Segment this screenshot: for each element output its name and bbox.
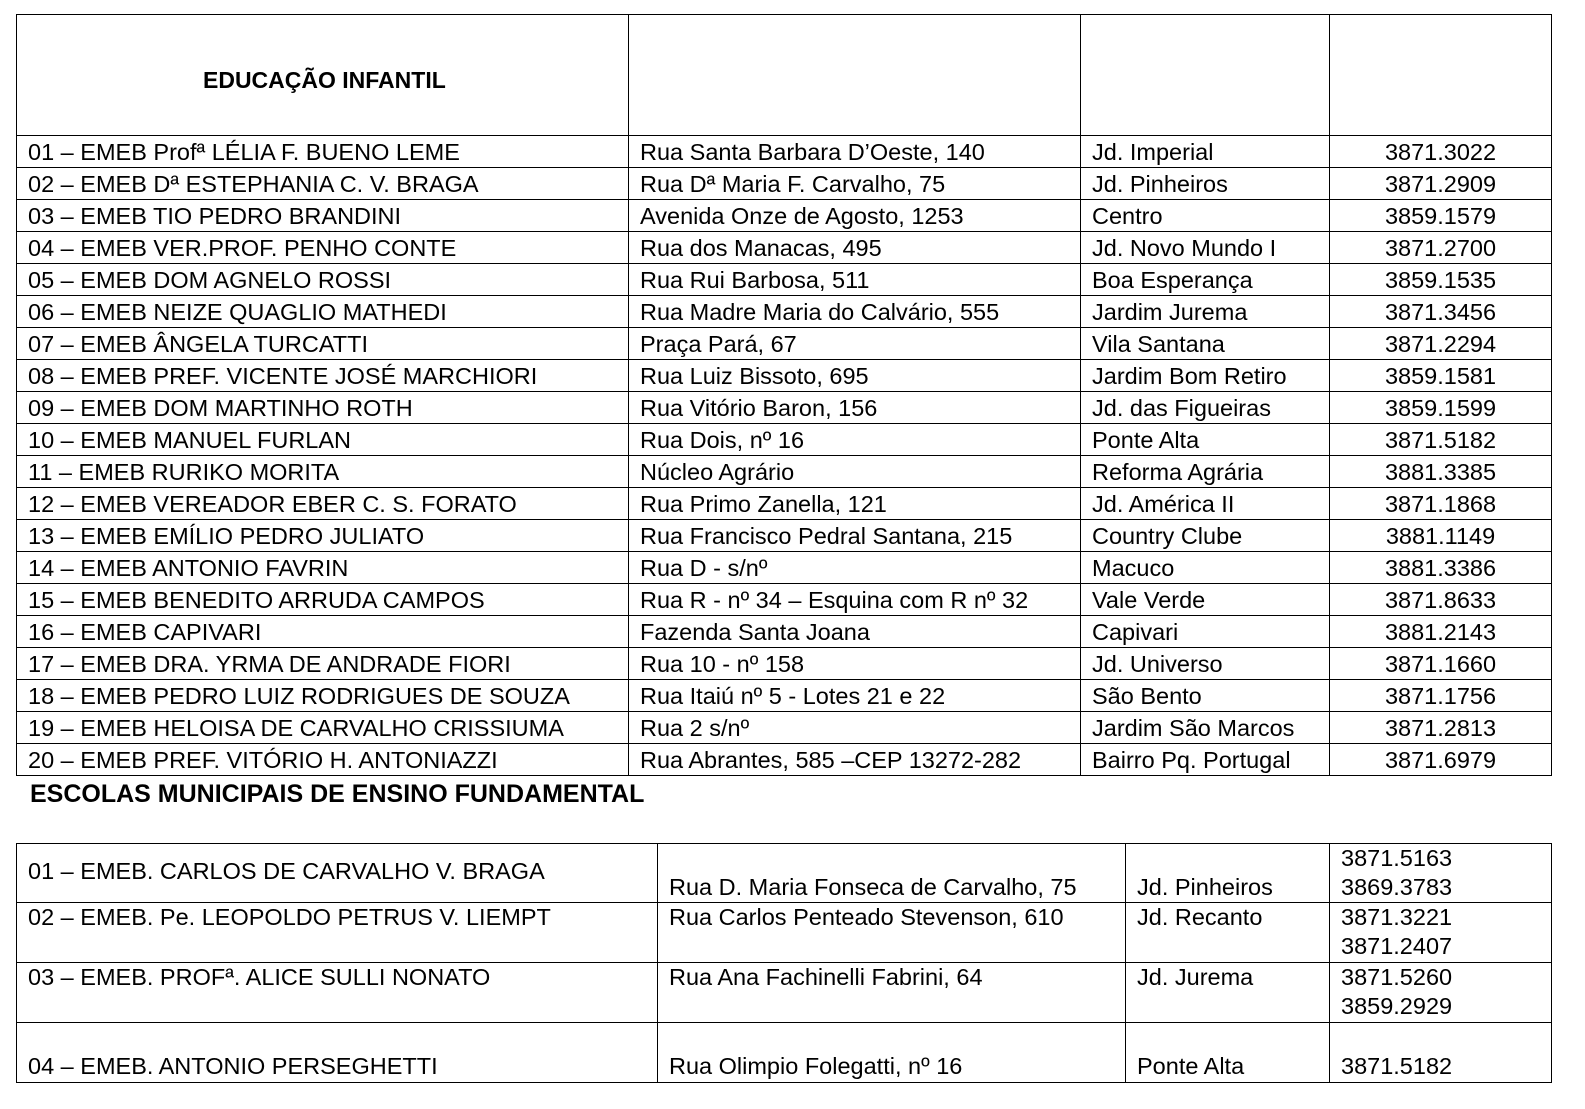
school-address-cell: Rua D. Maria Fonseca de Carvalho, 75 — [658, 844, 1126, 903]
school-phone-cell — [1330, 844, 1552, 903]
school-district-cell: Ponte Alta — [1081, 424, 1330, 456]
school-name-cell: 04 – EMEB VER.PROF. PENHO CONTE — [17, 232, 629, 264]
school-phone-cell — [1330, 963, 1552, 1023]
school-phone-cell: 3871.1868 — [1330, 488, 1552, 520]
school-district-cell: Vila Santana — [1081, 328, 1330, 360]
school-name-cell: 11 – EMEB RURIKO MORITA — [17, 456, 629, 488]
school-name-cell: 18 – EMEB PEDRO LUIZ RODRIGUES DE SOUZA — [17, 680, 629, 712]
school-phone-cell: 3881.3385 — [1330, 456, 1552, 488]
school-address-cell: Rua Itaiú nº 5 - Lotes 21 e 22 — [629, 680, 1081, 712]
school-district-cell: Jd. Pinheiros — [1081, 168, 1330, 200]
school-name-cell: 01 – EMEB. CARLOS DE CARVALHO V. BRAGA — [17, 844, 658, 903]
table-row — [17, 584, 1552, 616]
school-district-cell: Jardim Jurema — [1081, 296, 1330, 328]
school-district-cell: Jd. Universo — [1081, 648, 1330, 680]
table-row — [17, 903, 1552, 963]
school-address-cell: Rua Madre Maria do Calvário, 555 — [629, 296, 1081, 328]
school-district-cell: Jardim Bom Retiro — [1081, 360, 1330, 392]
school-name-cell: 02 – EMEB Dª ESTEPHANIA C. V. BRAGA — [17, 168, 629, 200]
school-name-cell: 17 – EMEB DRA. YRMA DE ANDRADE FIORI — [17, 648, 629, 680]
school-address-cell: Fazenda Santa Joana — [629, 616, 1081, 648]
school-phone-cell: 3871.2813 — [1330, 712, 1552, 744]
school-name-cell: 03 – EMEB. PROFª. ALICE SULLI NONATO — [17, 963, 658, 1023]
school-address-cell: Rua Rui Barbosa, 511 — [629, 264, 1081, 296]
school-district-cell: Jardim São Marcos — [1081, 712, 1330, 744]
school-phone-cell: 3881.3386 — [1330, 552, 1552, 584]
table-row — [17, 360, 1552, 392]
phone-number: 3871.5163 — [1341, 845, 1453, 871]
table-row — [17, 456, 1552, 488]
school-district-cell: Centro — [1081, 200, 1330, 232]
table-row — [17, 264, 1552, 296]
school-phone-cell: 3859.1581 — [1330, 360, 1552, 392]
table-row — [17, 744, 1552, 776]
table-row — [17, 168, 1552, 200]
school-name-cell: 16 – EMEB CAPIVARI — [17, 616, 629, 648]
school-district-cell: Vale Verde — [1081, 584, 1330, 616]
table-row — [17, 392, 1552, 424]
table-row — [17, 232, 1552, 264]
school-address-cell: Rua D - s/nº — [629, 552, 1081, 584]
educacao-infantil-table — [16, 14, 1552, 776]
school-phone-cell: 3859.1599 — [1330, 392, 1552, 424]
school-district-cell: Jd. Pinheiros — [1126, 844, 1330, 903]
school-name-cell: 09 – EMEB DOM MARTINHO ROTH — [17, 392, 629, 424]
school-district-cell: Reforma Agrária — [1081, 456, 1330, 488]
school-name-cell: 06 – EMEB NEIZE QUAGLIO MATHEDI — [17, 296, 629, 328]
school-district-cell: Jd. Jurema — [1126, 963, 1330, 1023]
school-district-cell: Macuco — [1081, 552, 1330, 584]
school-name-cell: 01 – EMEB Profª LÉLIA F. BUENO LEME — [17, 136, 629, 168]
educacao-infantil-body — [17, 15, 1552, 776]
school-name-cell: 04 – EMEB. ANTONIO PERSEGHETTI — [17, 1023, 658, 1083]
school-address-cell: Rua dos Manacas, 495 — [629, 232, 1081, 264]
school-phone-cell: 3859.1535 — [1330, 264, 1552, 296]
school-name-cell: 14 – EMEB ANTONIO FAVRIN — [17, 552, 629, 584]
school-name-cell: 19 – EMEB HELOISA DE CARVALHO CRISSIUMA — [17, 712, 629, 744]
school-district-cell: Jd. das Figueiras — [1081, 392, 1330, 424]
header-empty-cell — [1081, 15, 1330, 136]
phone-number: 3871.5260 — [1341, 964, 1453, 990]
school-address-cell: Rua Dois, nº 16 — [629, 424, 1081, 456]
school-address-cell: Rua 2 s/nº — [629, 712, 1081, 744]
phone-number: 3871.2407 — [1341, 932, 1453, 959]
educacao-infantil-title: EDUCAÇÃO INFANTIL — [203, 66, 446, 93]
school-address-cell: Rua Carlos Penteado Stevenson, 610 — [658, 903, 1126, 963]
school-name-cell: 02 – EMEB. Pe. LEOPOLDO PETRUS V. LIEMPT — [17, 903, 658, 963]
table-row — [17, 200, 1552, 232]
school-name-cell: 08 – EMEB PREF. VICENTE JOSÉ MARCHIORI — [17, 360, 629, 392]
school-address-cell: Rua Dª Maria F. Carvalho, 75 — [629, 168, 1081, 200]
school-name-cell: 05 – EMEB DOM AGNELO ROSSI — [17, 264, 629, 296]
school-phone-cell: 3871.2294 — [1330, 328, 1552, 360]
table-row — [17, 844, 1552, 903]
school-district-cell: Capivari — [1081, 616, 1330, 648]
school-district-cell: Jd. Recanto — [1126, 903, 1330, 963]
school-address-cell: Rua Santa Barbara D’Oeste, 140 — [629, 136, 1081, 168]
school-address-cell: Rua R - nº 34 – Esquina com R nº 32 — [629, 584, 1081, 616]
table-row — [17, 328, 1552, 360]
school-phone-cell: 3871.1756 — [1330, 680, 1552, 712]
table-row — [17, 712, 1552, 744]
school-name-cell: 15 – EMEB BENEDITO ARRUDA CAMPOS — [17, 584, 629, 616]
table-row — [17, 1023, 1552, 1083]
educacao-infantil-title-cell — [17, 15, 629, 136]
school-address-cell: Rua Abrantes, 585 –CEP 13272-282 — [629, 744, 1081, 776]
school-phone-cell — [1330, 1023, 1552, 1083]
school-phone-cell: 3871.1660 — [1330, 648, 1552, 680]
school-address-cell: Núcleo Agrário — [629, 456, 1081, 488]
educacao-infantil-header-row — [17, 15, 1552, 136]
school-phone-cell: 3871.6979 — [1330, 744, 1552, 776]
school-phone-cell — [1330, 903, 1552, 963]
school-phone-cell: 3871.5182 — [1330, 424, 1552, 456]
phone-number: 3871.3221 — [1341, 904, 1453, 930]
school-district-cell: Jd. América II — [1081, 488, 1330, 520]
school-phone-cell: 3871.2909 — [1330, 168, 1552, 200]
header-empty-cell — [1330, 15, 1552, 136]
school-name-cell: 03 – EMEB TIO PEDRO BRANDINI — [17, 200, 629, 232]
header-empty-cell — [629, 15, 1081, 136]
school-address-cell: Rua Olimpio Folegatti, nº 16 — [658, 1023, 1126, 1083]
phone-number: 3871.5182 — [1341, 1053, 1453, 1079]
ensino-fundamental-title: ESCOLAS MUNICIPAIS DE ENSINO FUNDAMENTAL — [30, 780, 645, 808]
school-name-cell: 12 – EMEB VEREADOR EBER C. S. FORATO — [17, 488, 629, 520]
phone-number: 3869.3783 — [1341, 873, 1453, 900]
phone-number: 3859.2929 — [1341, 992, 1453, 1019]
ensino-fundamental-body — [17, 844, 1552, 1083]
school-district-cell: Boa Esperança — [1081, 264, 1330, 296]
school-district-cell: Bairro Pq. Portugal — [1081, 744, 1330, 776]
school-district-cell: Jd. Imperial — [1081, 136, 1330, 168]
table-row — [17, 488, 1552, 520]
school-address-cell: Rua Vitório Baron, 156 — [629, 392, 1081, 424]
table-row — [17, 680, 1552, 712]
school-phone-cell: 3871.2700 — [1330, 232, 1552, 264]
school-address-cell: Rua Francisco Pedral Santana, 215 — [629, 520, 1081, 552]
table-row — [17, 963, 1552, 1023]
school-phone-cell: 3859.1579 — [1330, 200, 1552, 232]
table-row — [17, 520, 1552, 552]
school-district-cell: Ponte Alta — [1126, 1023, 1330, 1083]
school-district-cell: Country Clube — [1081, 520, 1330, 552]
school-name-cell: 13 – EMEB EMÍLIO PEDRO JULIATO — [17, 520, 629, 552]
school-phone-cell: 3881.2143 — [1330, 616, 1552, 648]
school-district-cell: Jd. Novo Mundo I — [1081, 232, 1330, 264]
school-phone-cell: 3881.1149 — [1330, 520, 1552, 552]
school-phone-cell: 3871.3022 — [1330, 136, 1552, 168]
school-name-cell: 10 – EMEB MANUEL FURLAN — [17, 424, 629, 456]
school-phone-cell: 3871.8633 — [1330, 584, 1552, 616]
school-address-cell: Avenida Onze de Agosto, 1253 — [629, 200, 1081, 232]
table-row — [17, 424, 1552, 456]
school-address-cell: Rua Primo Zanella, 121 — [629, 488, 1081, 520]
table-row — [17, 616, 1552, 648]
table-row — [17, 648, 1552, 680]
school-district-cell: São Bento — [1081, 680, 1330, 712]
table-row — [17, 552, 1552, 584]
school-name-cell: 07 – EMEB ÂNGELA TURCATTI — [17, 328, 629, 360]
school-address-cell: Praça Pará, 67 — [629, 328, 1081, 360]
table-row — [17, 136, 1552, 168]
table-row — [17, 296, 1552, 328]
school-name-cell: 20 – EMEB PREF. VITÓRIO H. ANTONIAZZI — [17, 744, 629, 776]
ensino-fundamental-table — [16, 843, 1552, 1083]
school-address-cell: Rua Luiz Bissoto, 695 — [629, 360, 1081, 392]
school-address-cell: Rua 10 - nº 158 — [629, 648, 1081, 680]
school-phone-cell: 3871.3456 — [1330, 296, 1552, 328]
school-address-cell: Rua Ana Fachinelli Fabrini, 64 — [658, 963, 1126, 1023]
